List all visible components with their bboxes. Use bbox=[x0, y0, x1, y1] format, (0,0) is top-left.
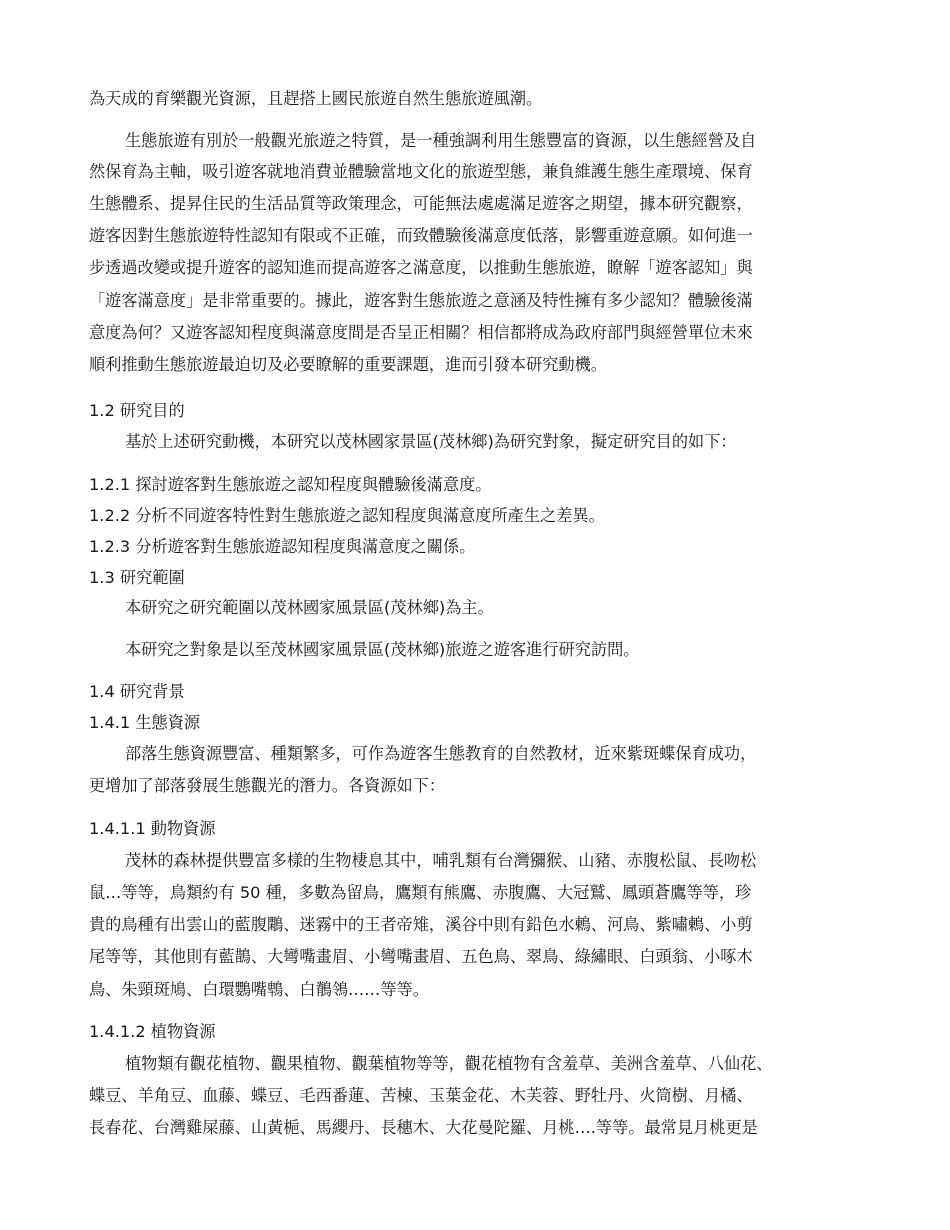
section-heading: 1.3 研究範圍 bbox=[89, 568, 185, 587]
paragraph-line: 植物類有觀花植物、觀果植物、觀葉植物等等，觀花植物有含羞草、美洲含羞草、八仙花、 bbox=[125, 1054, 773, 1073]
paragraph-line: 鳥、朱頸斑鳩、白環鸚嘴鵯、白鶺鴒……等等。 bbox=[89, 980, 429, 999]
paragraph-line: 遊客因對生態旅遊特性認知有限或不正確，而致體驗後滿意度低落，影響重遊意願。如何進一 bbox=[89, 226, 753, 245]
paragraph-line: 為天成的育樂觀光資源，且趕搭上國民旅遊自然生態旅遊風潮。 bbox=[89, 89, 543, 108]
list-item: 1.2.2 分析不同遊客特性對生態旅遊之認知程度與滿意度所產生之差異。 bbox=[89, 506, 605, 525]
paragraph-line: 茂林的森林提供豐富多樣的生物棲息其中，哺乳類有台灣獼猴、山豬、赤腹松鼠、長吻松 bbox=[125, 851, 757, 870]
paragraph-line: 部落生態資源豐富、種類繁多，可作為遊客生態教育的自然教材，近來紫斑蝶保育成功， bbox=[125, 744, 757, 763]
paragraph-line: 蝶豆、羊角豆、血藤、蝶豆、毛西番蓮、苦楝、玉葉金花、木芙蓉、野牡丹、火筒樹、月橘、 bbox=[89, 1086, 753, 1105]
subsection-heading: 1.4.1 生態資源 bbox=[89, 713, 201, 732]
subsection-heading: 1.4.1.2 植物資源 bbox=[89, 1022, 216, 1041]
paragraph-line: 順利推動生態旅遊最迫切及必要瞭解的重要課題，進而引發本研究動機。 bbox=[89, 355, 607, 374]
paragraph-line: 意度為何？又遊客認知程度與滿意度間是否呈正相關？相信都將成為政府部門與經營單位未來 bbox=[89, 323, 753, 342]
paragraph-line: 長春花、台灣雞屎藤、山黃梔、馬纓丹、長穗木、大花曼陀羅、月桃….等等。最常見月桃更是 bbox=[89, 1118, 758, 1137]
section-heading: 1.4 研究背景 bbox=[89, 682, 185, 701]
paragraph-line: 尾等等，其他則有藍鵲、大彎嘴畫眉、小彎嘴畫眉、五色鳥、翠鳥、綠繡眼、白頭翁、小啄木 bbox=[89, 947, 753, 966]
section-heading: 1.2 研究目的 bbox=[89, 401, 185, 420]
paragraph-line: 「遊客滿意度」是非常重要的。據此，遊客對生態旅遊之意涵及特性擁有多少認知？體驗後滿 bbox=[89, 291, 753, 310]
paragraph-line: 貴的鳥種有出雲山的藍腹鷴、迷霧中的王者帝雉，溪谷中則有鉛色水鶇、河鳥、紫嘯鶇、小剪 bbox=[89, 915, 753, 934]
paragraph-line: 生態旅遊有別於一般觀光旅遊之特質，是一種強調利用生態豐富的資源，以生態經營及自 bbox=[125, 131, 757, 150]
paragraph-line: 生態體系、提昇住民的生活品質等政策理念，可能無法處處滿足遊客之期望，據本研究觀察， bbox=[89, 194, 753, 213]
subsection-heading: 1.4.1.1 動物資源 bbox=[89, 819, 216, 838]
list-item: 1.2.1 探討遊客對生態旅遊之認知程度與體驗後滿意度。 bbox=[89, 475, 492, 494]
paragraph-line: 更增加了部落發展生態觀光的潛力。各資源如下： bbox=[89, 776, 446, 795]
paragraph-line: 基於上述研究動機，本研究以茂林國家景區(茂林鄉)為研究對象，擬定研究目的如下： bbox=[125, 432, 737, 451]
paragraph-line: 鼠…等等，鳥類約有 50 種，多數為留鳥，鷹類有熊鷹、赤腹鷹、大冠鷲、鳳頭蒼鷹等等，珍 bbox=[89, 883, 752, 902]
paragraph-line: 然保育為主軸，吸引遊客就地消費並體驗當地文化的旅遊型態，兼負維護生態生產環境、保育 bbox=[89, 162, 753, 181]
list-item: 1.2.3 分析遊客對生態旅遊認知程度與滿意度之關係。 bbox=[89, 537, 476, 556]
paragraph-line: 本研究之對象是以至茂林國家風景區(茂林鄉)旅遊之遊客進行研究訪問。 bbox=[125, 640, 640, 659]
paragraph-line: 步透過改變或提升遊客的認知進而提高遊客之滿意度，以推動生態旅遊，瞭解「遊客認知」與 bbox=[89, 258, 753, 277]
paragraph-line: 本研究之研究範圍以茂林國家風景區(茂林鄉)為主。 bbox=[125, 598, 494, 617]
